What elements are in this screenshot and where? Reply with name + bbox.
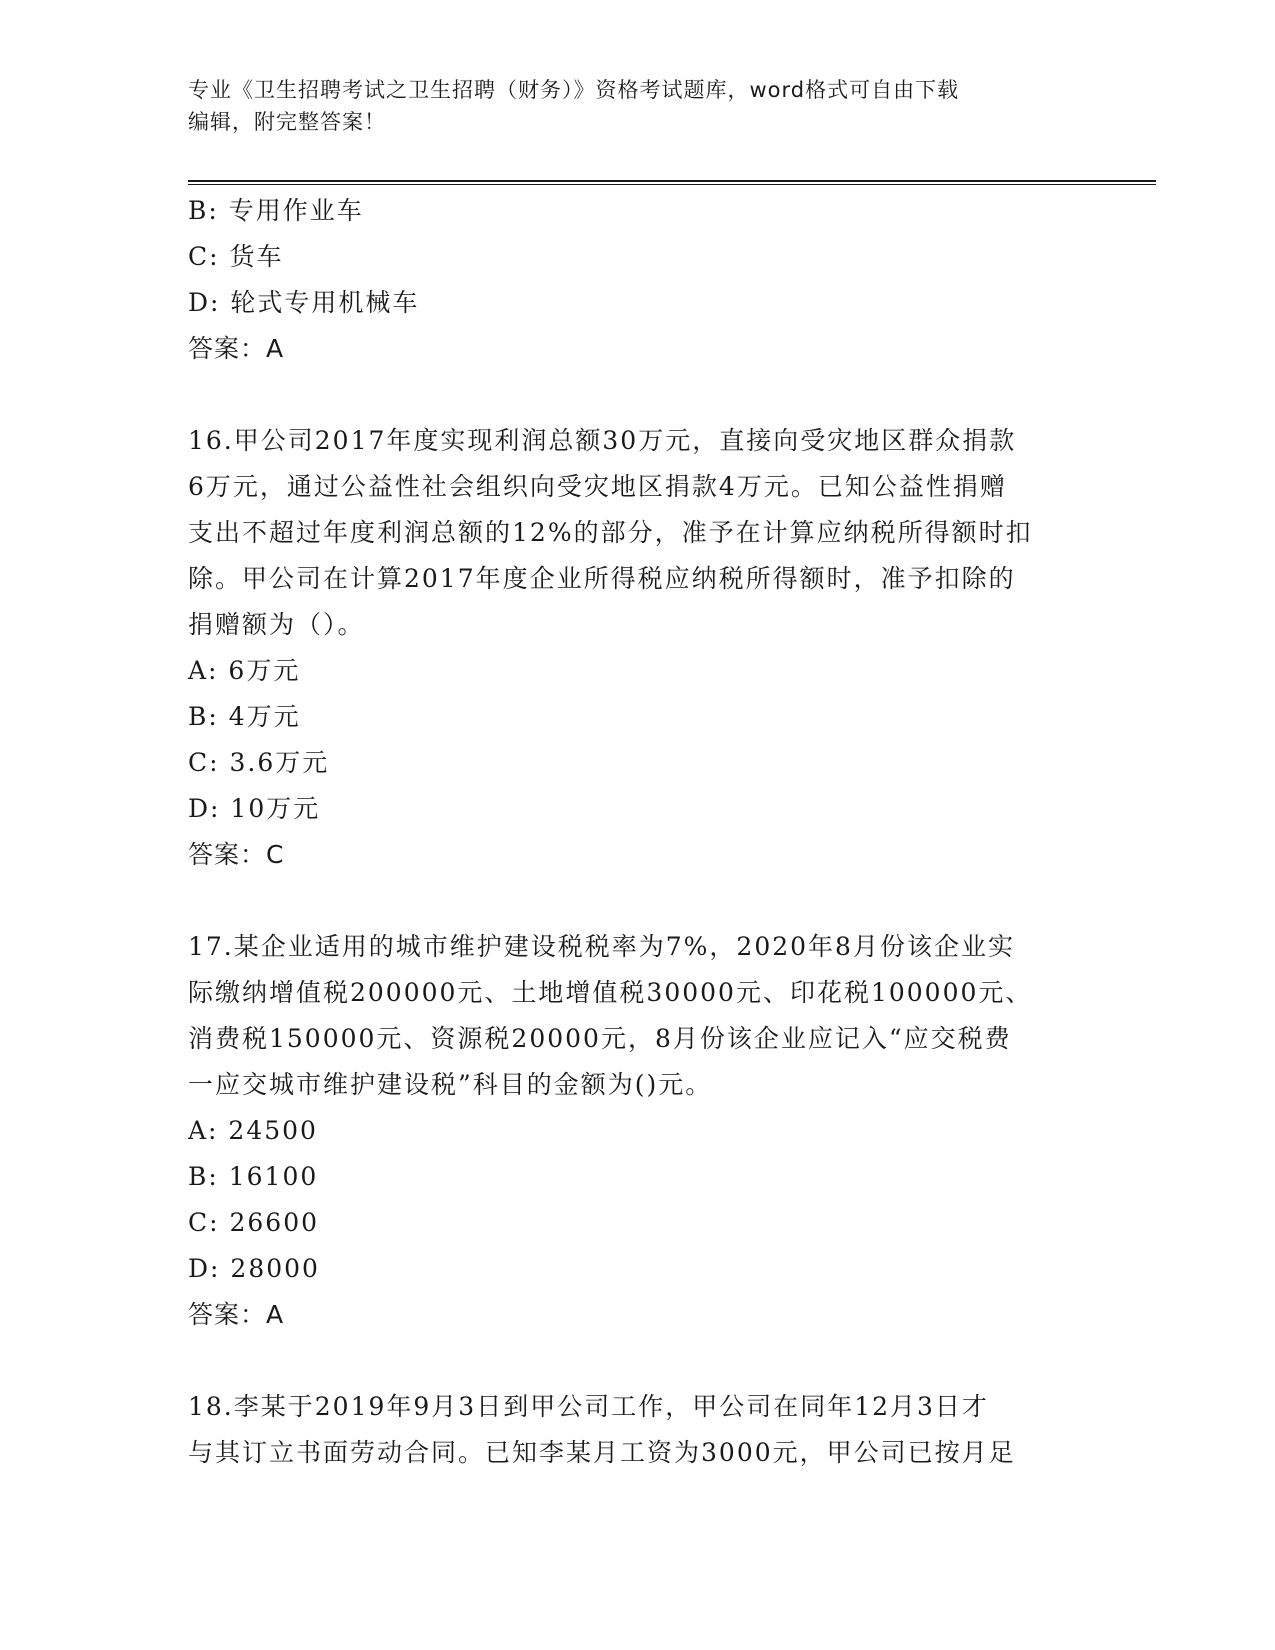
option-d: D: 轮式专用机械车 xyxy=(188,288,420,317)
stem-line: 除。甲公司在计算2017年度企业所得税应纳税所得额时，准予扣除的 xyxy=(188,564,1016,593)
stem-line: 18.李某于2019年9月3日到甲公司工作，甲公司在同年12月3日才 xyxy=(188,1392,989,1421)
answer-line: 答案：C xyxy=(188,840,285,869)
option-c: C: 货车 xyxy=(188,242,284,271)
option-c: C: 3.6万元 xyxy=(188,748,330,777)
stem-line: 际缴纳增值税200000元、土地增值税30000元、印花税100000元、 xyxy=(188,978,1033,1007)
answer-line: 答案：A xyxy=(188,334,285,363)
option-b: B: 专用作业车 xyxy=(188,196,364,225)
header-rule-thin xyxy=(188,184,1156,185)
question-stem xyxy=(188,418,1088,648)
option-d: D: 28000 xyxy=(188,1254,320,1283)
question-17 xyxy=(188,924,1088,1338)
option-c: C: 26600 xyxy=(188,1208,320,1237)
stem-line: 16.甲公司2017年度实现利润总额30万元，直接向受灾地区群众捐款 xyxy=(188,426,1017,455)
stem-line: 17.某企业适用的城市维护建设税税率为7%，2020年8月份该企业实 xyxy=(188,932,1015,961)
option-d: D: 10万元 xyxy=(188,794,321,823)
stem-line: 与其订立书面劳动合同。已知李某月工资为3000元，甲公司已按月足 xyxy=(188,1438,1016,1467)
question-18 xyxy=(188,1384,1088,1476)
answer-line: 答案：A xyxy=(188,1300,285,1329)
option-a: A: 6万元 xyxy=(188,656,301,685)
header-line-2: 编辑，附完整答案！ xyxy=(188,110,386,134)
prev-question xyxy=(188,188,1088,372)
spacer xyxy=(188,1338,1088,1384)
question-stem xyxy=(188,924,1088,1108)
document-header xyxy=(188,74,1088,138)
stem-line: 一应交城市维护建设税”科目的金额为()元。 xyxy=(188,1070,713,1099)
stem-line: 消费税150000元、资源税20000元，8月份该企业应记入“应交税费 xyxy=(188,1024,1012,1053)
stem-line: 支出不超过年度利润总额的12%的部分，准予在计算应纳税所得额时扣 xyxy=(188,518,1033,547)
option-b: B: 16100 xyxy=(188,1162,319,1191)
header-rule-thick xyxy=(188,180,1156,182)
header-line-1: 专业《卫生招聘考试之卫生招聘（财务）》资格考试题库，word格式可自由下载 xyxy=(188,78,960,102)
spacer xyxy=(188,878,1088,924)
question-stem xyxy=(188,1384,1088,1476)
stem-line: 6万元，通过公益性社会组织向受灾地区捐款4万元。已知公益性捐赠 xyxy=(188,472,1007,501)
stem-line: 捐赠额为（）。 xyxy=(188,610,365,639)
question-content xyxy=(188,188,1088,1476)
spacer xyxy=(188,372,1088,418)
option-a: A: 24500 xyxy=(188,1116,318,1145)
question-16 xyxy=(188,418,1088,878)
option-b: B: 4万元 xyxy=(188,702,301,731)
